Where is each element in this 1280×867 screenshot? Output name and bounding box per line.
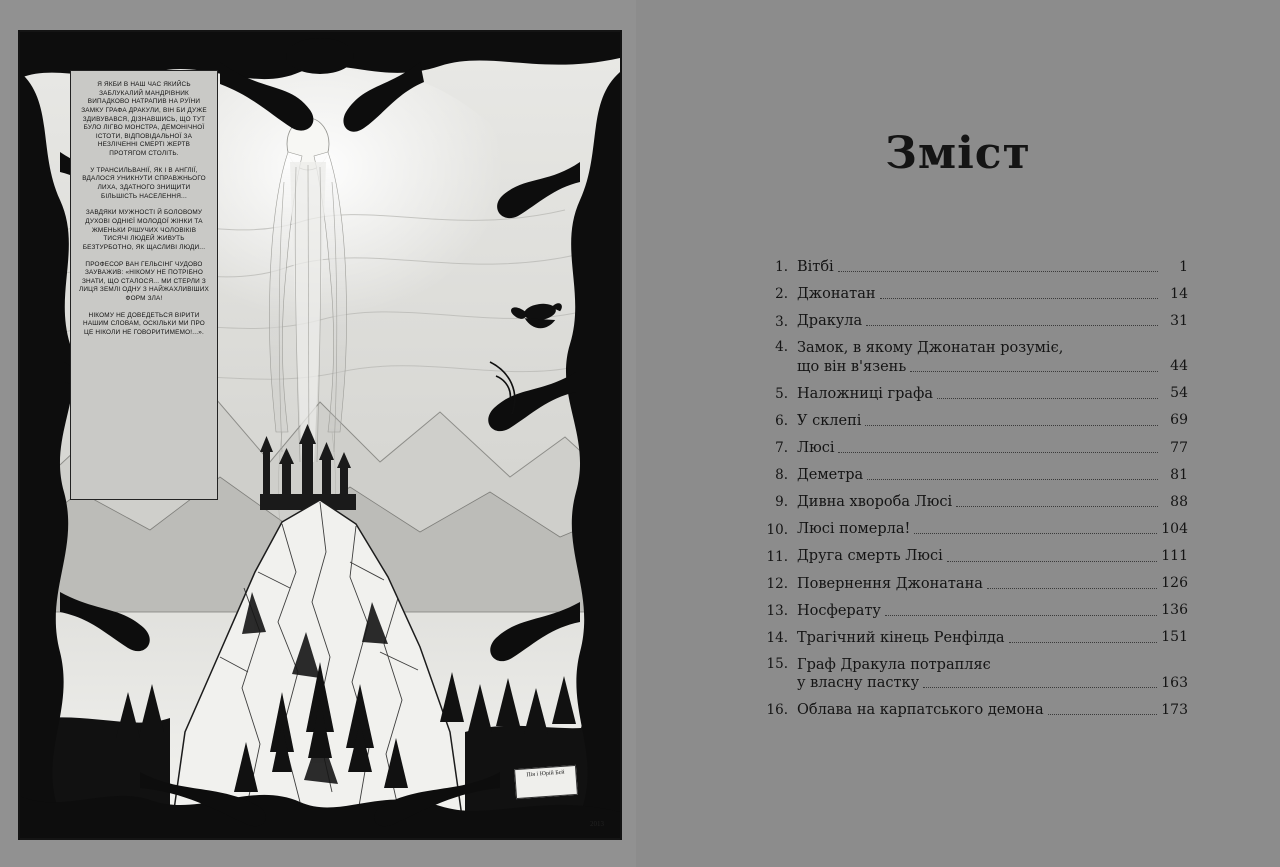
toc-page-number: 14	[1170, 285, 1188, 302]
toc-leader	[914, 525, 1157, 534]
toc-entry[interactable]	[760, 466, 1188, 484]
illustration-page	[0, 0, 636, 867]
toc-page-number: 88	[1170, 493, 1188, 510]
toc-entry[interactable]	[760, 701, 1188, 719]
toc-label: Дракула	[797, 313, 863, 330]
toc-number: 2.	[775, 286, 788, 303]
toc-leader	[866, 317, 1158, 326]
toc-leader	[956, 498, 1158, 507]
toc-label: Наложниці графа	[797, 385, 933, 402]
caption-paragraph: ПРОФЕСОР ВАН ГЕЛЬСІНГ ЧУДОВО ЗАУВАЖИВ: «НІКОМУ НЕ ПОТРІБНО ЗНАТИ, ЩО СТАЛОСЯ... МИ СТЕРЛИ З ЛИЦЯ ЗЕМЛІ ОДНУ З НАЙЖАХЛИВІШИХ ФОРМ ЗЛА!	[79, 260, 209, 303]
toc-label: Друга смерть Люсі	[797, 548, 943, 565]
toc-label: Люсі померла!	[797, 521, 911, 538]
toc-entry[interactable]	[760, 629, 1188, 647]
toc-number: 11.	[766, 548, 788, 565]
toc-leader	[937, 390, 1158, 399]
toc-leader	[885, 607, 1157, 616]
illustration-caption-panel	[70, 70, 218, 500]
toc-label-line-2: у власну пастку	[797, 675, 920, 691]
toc-entry[interactable]	[760, 520, 1188, 538]
toc-label: Облава на карпатського демона	[797, 702, 1044, 719]
toc-label: Носферату	[797, 602, 881, 619]
toc-leader	[910, 363, 1158, 372]
toc-page-number: 54	[1170, 385, 1188, 402]
toc-label: Деметра	[797, 467, 864, 483]
toc-number: 6.	[775, 413, 788, 429]
toc-entry[interactable]	[760, 493, 1188, 511]
toc-number: 13.	[766, 602, 788, 619]
toc-entry[interactable]	[760, 547, 1188, 565]
toc-label: У склепі	[797, 412, 862, 429]
toc-label: Повернення Джонатана	[797, 575, 983, 592]
toc-leader	[838, 263, 1158, 272]
toc-number: 5.	[775, 385, 788, 402]
toc-page-number: 173	[1161, 701, 1188, 718]
toc-leader	[867, 471, 1158, 480]
toc-entry[interactable]	[760, 339, 1188, 375]
toc-leader	[1009, 634, 1158, 643]
toc-leader	[923, 679, 1157, 688]
toc-page-number: 126	[1161, 575, 1188, 592]
page-title: Зміст	[885, 128, 1031, 179]
toc-number: 1.	[775, 259, 788, 276]
toc-number: 9.	[775, 494, 788, 511]
toc-leader	[947, 553, 1158, 562]
illustration-date-mark: 2013	[590, 820, 604, 828]
toc-leader	[865, 417, 1158, 426]
toc-leader	[880, 290, 1159, 299]
toc-number: 15.	[766, 655, 788, 672]
toc-entry[interactable]	[760, 656, 1188, 692]
toc-leader	[838, 444, 1158, 453]
toc-page-number: 81	[1170, 466, 1188, 483]
toc-page-number: 77	[1170, 439, 1188, 456]
caption-paragraph: У ТРАНСИЛЬВАНІЇ, ЯК І В АНГЛІЇ, ВДАЛОСЯ УНИКНУТИ СПРАВЖНЬОГО ЛИХА, ЗДАТНОГО ЗНИЩИТИ БІЛЬШІСТЬ НАСЕЛЕННЯ...	[82, 166, 206, 200]
toc-label: Трагічний кінець Ренфілда	[797, 629, 1005, 646]
toc-label: Вітбі	[797, 259, 834, 275]
toc-page-number: 111	[1161, 548, 1188, 564]
toc-entry[interactable]	[760, 575, 1188, 593]
toc-entry[interactable]	[760, 439, 1188, 457]
toc-page-number: 44	[1170, 358, 1188, 375]
toc-number: 10.	[766, 521, 788, 538]
toc-label: Люсі	[797, 439, 835, 456]
toc-page-number: 136	[1161, 602, 1188, 619]
toc-label: Джонатан	[797, 286, 876, 303]
toc-leader	[987, 580, 1157, 589]
toc-page-number: 104	[1161, 520, 1188, 537]
toc-label: Дивна хвороба Люсі	[797, 494, 953, 511]
toc-leader	[1048, 706, 1158, 715]
toc-number: 12.	[766, 575, 788, 592]
toc-entry[interactable]	[760, 312, 1188, 330]
toc-number: 4.	[775, 339, 788, 356]
caption-paragraph: ЗАВДЯКИ МУЖНОСТІ Й БОЛОВОМУ ДУХОВІ ОДНІЄЇ МОЛОДОЇ ЖІНКИ ТА ЖМЕНЬКИ РІШУЧИХ ЧОЛОВІКІВ ТИСЯЧІ ЛЮДЕЙ ЖИВУТЬ БЕЗТУРБОТНО, ЯК ЩАСЛИВІ ЛЮДИ...	[82, 209, 206, 251]
contents-page	[636, 0, 1280, 867]
table-of-contents	[760, 258, 1188, 728]
artist-signature-note: Пія і Юрій Бєй	[514, 765, 578, 799]
caption-paragraph: НІКОМУ НЕ ДОВЕДЕТЬСЯ ВІРИТИ НАШИМ СЛОВАМ, ОСКІЛЬКИ МИ ПРО ЦЕ НІКОЛИ НЕ ГОВОРИТИМЕМО!...».	[83, 311, 205, 337]
toc-number: 3.	[775, 313, 788, 330]
toc-number: 16.	[766, 702, 788, 719]
caption-paragraph: Я ЯКБИ В НАШ ЧАС ЯКИЙСЬ ЗАБЛУКАЛИЙ МАНДРІВНИК ВИПАДКОВО НАТРАПИВ НА РУЇНИ ЗАМКУ ГРАФА ДРАКУЛИ, ВІН БИ ДУЖЕ ЗДИВУВАВСЯ, ДІЗНАВШИСЬ, ЩО ТУТ БУЛО ЛІГВО МОНСТРА, ДЕМОНІЧНОЇ ІСТОТИ, ВІДПОВІДАЛЬНОЇ ЗА НЕЗЛІЧЕННІ СМЕРТІ ЖЕРТВ ПРОТЯГОМ СТОЛІТЬ.	[81, 81, 207, 158]
toc-entry[interactable]	[760, 602, 1188, 620]
toc-label-line-1: Замок, в якому Джонатан розуміє,	[797, 340, 1064, 357]
toc-label-line-1: Граф Дракула потрапляє	[797, 656, 991, 673]
toc-number: 14.	[766, 630, 788, 646]
toc-page-number: 151	[1161, 629, 1188, 646]
toc-entry[interactable]	[760, 385, 1188, 403]
toc-number: 8.	[775, 467, 788, 484]
toc-number: 7.	[775, 440, 788, 457]
toc-entry[interactable]	[760, 258, 1188, 276]
illustration-frame	[18, 30, 622, 840]
toc-page-number: 1	[1179, 258, 1188, 275]
toc-page-number: 69	[1170, 412, 1188, 429]
toc-page-number: 163	[1161, 674, 1188, 691]
toc-entry[interactable]	[760, 412, 1188, 430]
toc-page-number: 31	[1170, 312, 1188, 329]
toc-label-line-2: що він в'язень	[797, 358, 907, 375]
toc-entry[interactable]	[760, 285, 1188, 303]
